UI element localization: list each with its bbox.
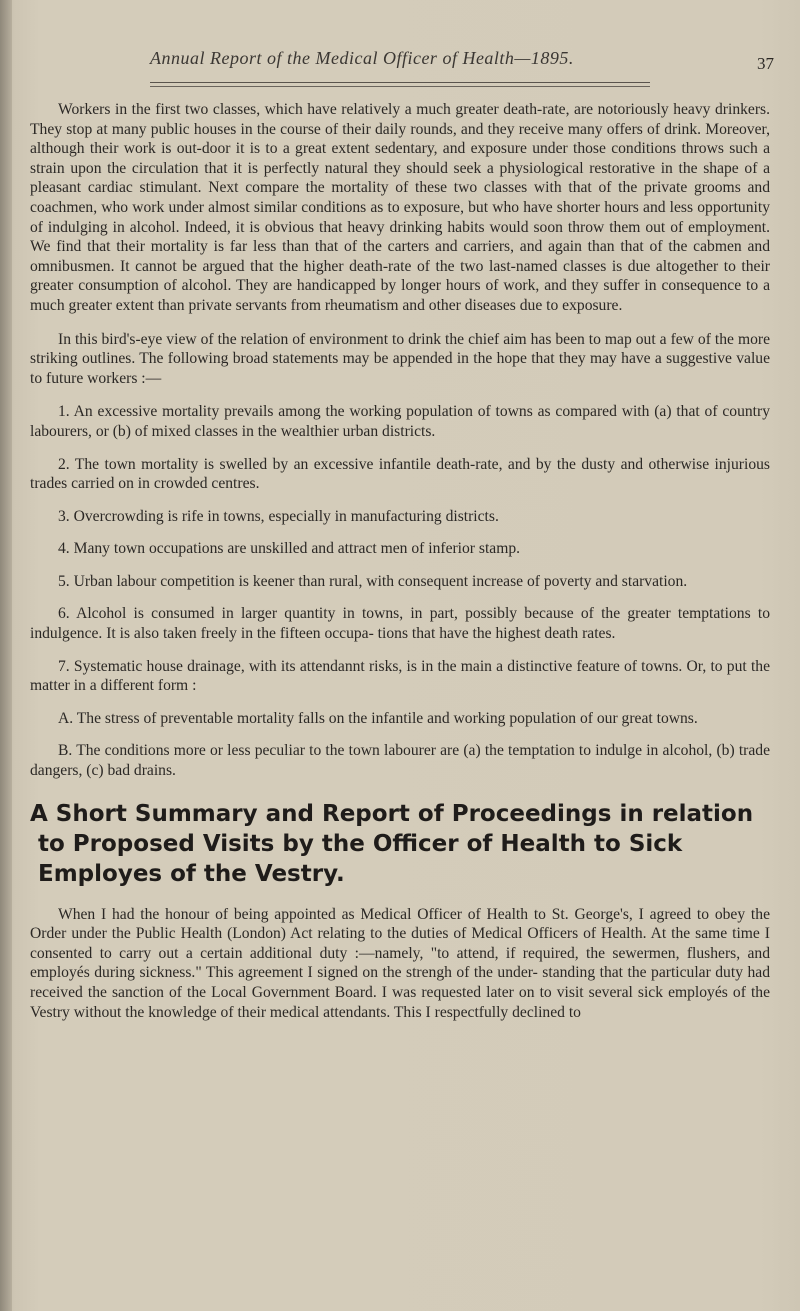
statement-1: 1. An excessive mortality prevails among the working population of towns as compared with (a) that of country labourers, or (b) of mixed classes in the wealthier urban districts.	[30, 403, 770, 440]
paragraph-workers: Workers in the first two classes, which have relatively a much greater death-rate, are notoriously heavy drinkers. They stop at many public houses in the course of their daily rounds, and they receive many offers of drink. Moreover, although their work is out-door it is to a great extent sedentary, and exposure under those conditions throws such a strain upon the circulation that it is perfectly natural they should seek a physiological restorative in the shape of a pleasant cardiac stimulant. Next compare the mortality of these two classes with that of the private grooms and coachmen, who work under almost similar conditions as to exposure, but who have shorter hours and less opportunity of indulging in alcohol. Indeed, it is obvious that heavy drinking habits would soon throw them out of employment. We find that their mortality is far less than that of the carters and carriers, and again than that of the cabmen and omnibusmen. It cannot be argued that the higher death-rate of the two last-named classes is due altogether to their greater consumption of alcohol. They are handicapped by longer hours of work, and they suffer in consequence to a much greater extent than private servants from rheumatism and other diseases due to exposure.	[30, 101, 770, 314]
statement-a: A. The stress of preventable mortality falls on the infantile and working population of our great towns.	[58, 709, 698, 727]
page-binding-edge	[0, 0, 12, 1311]
statement-6: 6. Alcohol is consumed in larger quantity in towns, in part, possibly because of the greater temptations to indulgence. It is also taken freely in the fifteen occupa- tions that have the highest death rates.	[30, 605, 770, 643]
header-rule	[150, 82, 650, 83]
statement-2: 2. The town mortality is swelled by an excessive infantile death-rate, and by the dusty and otherwise injurious trades carried on in crowded centres.	[30, 455, 770, 493]
statement-4: 4. Many town occupations are unskilled and attract men of inferior stamp.	[58, 540, 521, 558]
header-rule-secondary	[150, 86, 650, 87]
statement-3: 3. Overcrowding is rife in towns, especially in manufacturing districts.	[58, 507, 499, 525]
running-title: Annual Report of the Medical Officer of Health—1895.	[150, 48, 574, 68]
statement-7: 7. Systematic house drainage, with its attendannt risks, is in the main a distinctive feature of towns. Or, to put the matter in a different form :	[30, 657, 770, 695]
paragraph-birds-eye: In this bird's-eye view of the relation of environment to drink the chief aim has been to map out a few of the more striking outlines. The following broad statements may be appended in the hope that they may have a suggestive value to future workers :—	[30, 330, 770, 387]
page-header	[0, 42, 800, 72]
main-text	[30, 100, 770, 1036]
section-paragraph: When I had the honour of being appointed as Medical Officer of Health to St. George's, I agreed to obey the Order under the Public Health (London) Act relating to the duties of Medical Officers of Health. At the same time I consented to carry out a certain additional duty :—namely, "to attend, if required, the sewermen, flushers, and employés during sickness." This agreement I signed on the strengh of the under- standing that the particular duty had received the sanction of the Local Government Board. I was requested later on to visit several sick employés of the Vestry without the knowledge of their medical attendants. This I respectfully declined to	[30, 905, 770, 1021]
section-heading: A Short Summary and Report of Proceedings in relation to Proposed Visits by the Officer of Health to Sick Employes of the Vestry.	[30, 800, 754, 887]
page-number: 37	[757, 54, 774, 73]
statement-b: B. The conditions more or less peculiar to the town labourer are (a) the temptation to indulge in alcohol, (b) trade dangers, (c) bad drains.	[30, 742, 770, 780]
statement-5: 5. Urban labour competition is keener than rural, with consequent increase of poverty and starvation.	[58, 572, 688, 590]
